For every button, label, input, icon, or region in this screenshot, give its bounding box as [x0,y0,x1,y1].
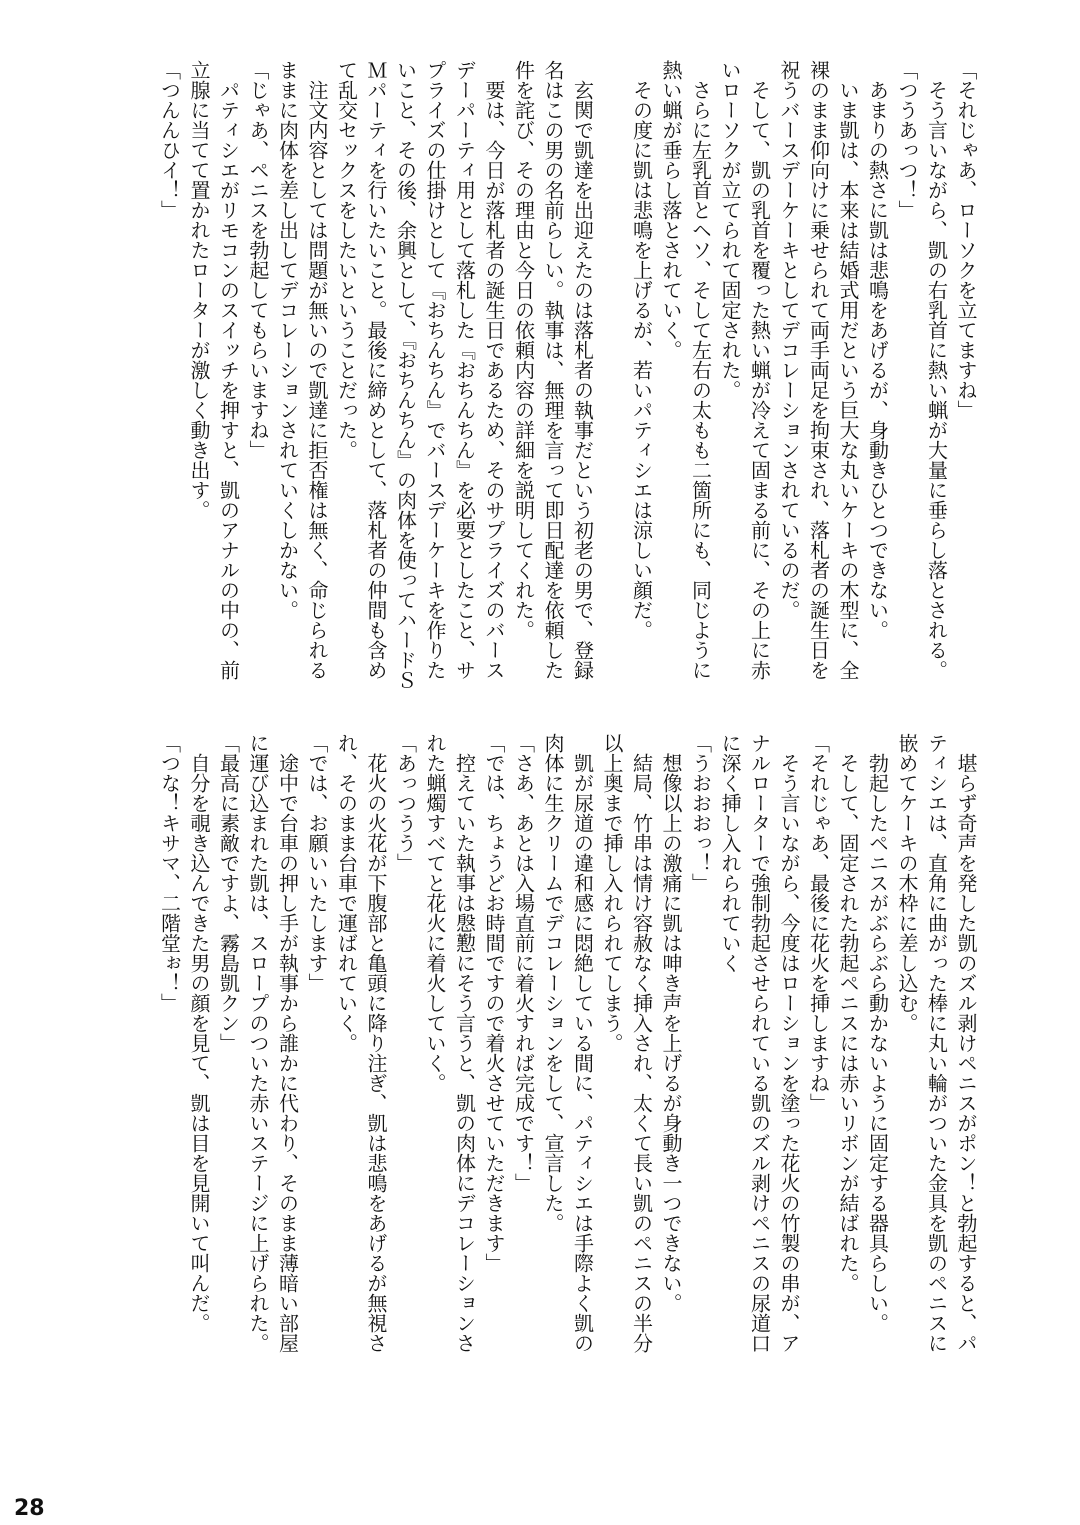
text-column: 「それじゃあ、最後に花火を挿しますね」 [806,733,831,1113]
text-column: れ、そのまま台車で運ばれていく。 [334,733,359,1053]
text-column: プライズの仕掛けとして『おちんちん』でバースデーケーキを作りた [423,60,447,680]
text-column: 立腺に当てて置かれたローターが激しく動き出す。 [187,60,211,520]
page-number: 28 [14,1496,45,1521]
text-column: 「では、ちょうどお時間ですので着火させていただきます」 [482,733,506,1273]
text-column: 「つな！キサマ、二階堂ぉ！」 [157,733,182,1013]
text-column: いま凱は、本来は結婚式用だという巨大な丸いケーキの木型に、全 [836,60,860,680]
text-column: 結局、竹串は情け容赦なく挿入され、太くて長い凱のペニスの半分 [629,733,654,1353]
text-column: 「では、お願いいたします」 [305,733,329,993]
text-column: 名はこの男の名前らしい。執事は、無理を言って即日配達を依頼した [541,60,565,680]
text-column: そう言いながら、今度はローションを塗った花火の竹製の串が、ア [777,733,801,1353]
text-column: 「最高に素敵ですよ、霧島凱クン」 [216,733,241,1053]
text-column: れた蝋燭すべてと花火に着火していく。 [423,733,447,1093]
text-column: いローソクが立てられて固定された。 [718,60,742,400]
text-column: 以上奥まで挿し入れられてしまう。 [600,733,624,1053]
text-column: そして、固定された勃起ペニスには赤いリボンが結ばれた。 [836,733,860,1293]
text-column: 途中で台車の押し手が執事から誰かに代わり、そのまま薄暗い部屋 [275,733,300,1353]
text-column: ままに肉体を差し出してデコレーションされていくしかない。 [275,60,300,620]
text-block-bottom [154,733,980,1413]
text-column: 「じゃあ、ペニスを勃起してもらいますね」 [246,60,270,460]
text-column: 玄関で凱達を出迎えたのは落札者の執事だという初老の男で、登録 [570,60,595,680]
text-column: に深く挿し入れられていく [718,733,742,973]
text-column: 堪らず奇声を発した凱のズル剥けペニスがポン！と勃起すると、パ [954,733,978,1353]
text-column: ティシエは、直角に曲がった棒に丸い輪がついた金具を凱のペニスに [924,733,949,1353]
text-column: 「つんんひイ！」 [157,60,182,220]
text-column: 自分を覗き込んできた男の顔を見て、凱は目を見開いて叫んだ。 [187,733,211,1333]
text-column: 「さあ、あとは入場直前に着火すれば完成です！」 [511,733,536,1193]
text-column: さらに左乳首とヘソ、そして左右の太もも二箇所にも、同じように [688,60,713,680]
text-block-top [154,60,980,740]
text-column: に運び込まれた凱は、スロープのついた赤いステージに上げられた。 [246,733,270,1353]
text-column: て乱交セックスをしたいということだった。 [334,60,359,460]
text-column: 凱が尿道の違和感に悶絶している間に、パティシエは手際よく凱の [570,733,595,1353]
text-column: デーパーティ用として落札した『おちんちん』を必要としたこと、サ [452,60,477,680]
text-column: その度に凱は悲鳴を上げるが、若いパティシエは涼しい顔だ。 [629,60,654,640]
text-column: 「うおおおっ！」 [688,733,713,893]
text-column: 肉体に生クリームでデコレーションをして、宣言した。 [541,733,565,1233]
text-column: そして、凱の乳首を覆った熱い蝋が冷えて固まる前に、その上に赤 [747,60,772,680]
text-column: 注文内容としては問題が無いので凱達に拒否権は無く、命じられる [305,60,329,680]
text-column: 「あっつうう」 [393,733,418,873]
text-column: 想像以上の激痛に凱は呻き声を上げるが身動き一つできない。 [659,733,683,1313]
text-column: 祝うバースデーケーキとしてデコレーションされているのだ。 [777,60,801,620]
text-column [597,60,627,740]
text-column: 勃起したペニスがぶらぶら動かないように固定する器具らしい。 [865,733,890,1333]
text-column: 裸のまま仰向けに乗せられて両手両足を拘束され、落札者の誕生日を [806,60,831,680]
text-column: 花火の火花が下腹部と亀頭に降り注ぎ、凱は悲鳴をあげるが無視さ [364,733,388,1353]
text-column: Ｍパーティを行いたいこと。最後に締めとして、落札者の仲間も含め [364,60,388,680]
text-column: 「それじゃあ、ローソクを立てますね」 [954,60,978,420]
text-column: 熱い蝋が垂らし落とされていく。 [659,60,683,360]
text-column: 嵌めてケーキの木枠に差し込む。 [895,733,919,1033]
text-column: そう言いながら、凱の右乳首に熱い蝋が大量に垂らし落とされる。 [924,60,949,680]
text-column: パティシエがリモコンのスイッチを押すと、凱のアナルの中の、前 [216,60,241,680]
text-column: 件を詫び、その理由と今日の依頼内容の詳細を説明してくれた。 [511,60,536,640]
text-column: いこと、その後、余興として、『おちんちん』の肉体を使ってハードＳ [393,60,418,690]
text-column: 控えていた執事は慇懃にそう言うと、凱の肉体にデコレーションさ [452,733,477,1353]
text-column: 要は、今日が落札者の誕生日であるため、そのサプライズのバース [482,60,506,680]
text-column: 「つうあっつ！」 [895,60,919,220]
text-column: あまりの熱さに凱は悲鳴をあげるが、身動きひとつできない。 [865,60,890,640]
text-column: ナルローターで強制勃起させられている凱のズル剥けペニスの尿道口 [747,733,772,1353]
